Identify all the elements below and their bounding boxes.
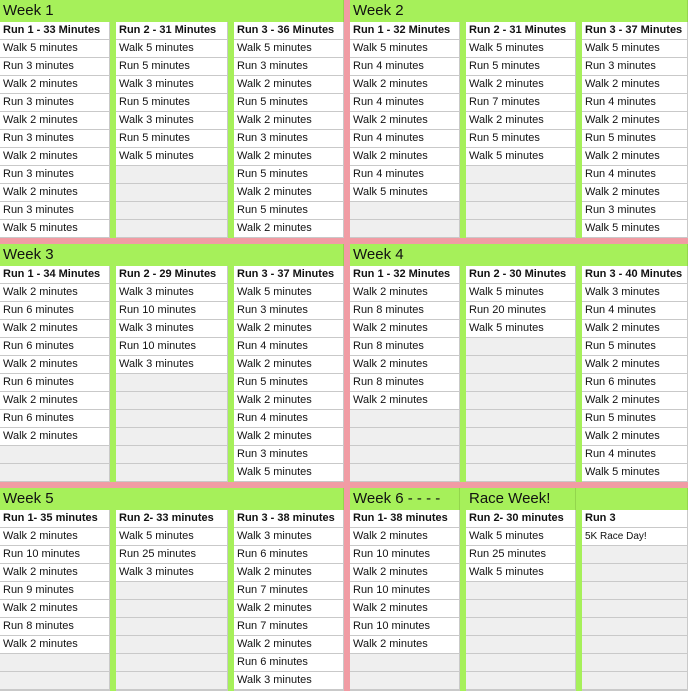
workout-step: Walk 2 minutes <box>582 356 688 374</box>
workout-step: Walk 5 minutes <box>234 284 344 302</box>
workout-step: Walk 2 minutes <box>0 392 110 410</box>
empty-cell <box>350 654 460 672</box>
workout-step: Walk 5 minutes <box>466 564 576 582</box>
empty-cell <box>350 464 460 482</box>
workout-step: Walk 2 minutes <box>234 600 344 618</box>
empty-cell <box>0 446 110 464</box>
workout-step: Walk 2 minutes <box>0 356 110 374</box>
workout-step: Walk 2 minutes <box>350 600 460 618</box>
empty-cell <box>116 410 228 428</box>
week-title: Week 1 <box>0 0 344 22</box>
workout-step: Run 4 minutes <box>234 338 344 356</box>
workout-step: Walk 5 minutes <box>234 464 344 482</box>
workout-step: Walk 5 minutes <box>582 464 688 482</box>
empty-cell <box>582 582 688 600</box>
workout-step: Run 4 minutes <box>582 94 688 112</box>
empty-cell <box>350 428 460 446</box>
workout-step: Walk 2 minutes <box>0 320 110 338</box>
empty-cell <box>116 582 228 600</box>
empty-cell <box>466 464 576 482</box>
workout-step: Run 5 minutes <box>116 58 228 76</box>
workout-step: Run 4 minutes <box>350 130 460 148</box>
empty-cell <box>116 220 228 238</box>
workout-step: Run 25 minutes <box>466 546 576 564</box>
workout-step: Run 3 minutes <box>0 202 110 220</box>
workout-step: Run 3 minutes <box>234 58 344 76</box>
workout-step: Run 10 minutes <box>116 302 228 320</box>
workout-step: Run 6 minutes <box>582 374 688 392</box>
week-title: Week 6 - - - - <box>350 488 460 510</box>
empty-cell <box>350 446 460 464</box>
workout-step: Walk 5 minutes <box>582 40 688 58</box>
empty-cell <box>466 202 576 220</box>
workout-step: Walk 5 minutes <box>0 220 110 238</box>
workout-step: Walk 2 minutes <box>466 112 576 130</box>
empty-cell <box>0 464 110 482</box>
workout-step: Walk 2 minutes <box>234 220 344 238</box>
run-header: Run 3 - 38 minutes <box>234 510 344 528</box>
workout-step: Run 7 minutes <box>234 618 344 636</box>
run-header: Run 2 - 31 Minutes <box>466 22 576 40</box>
workout-step: Walk 2 minutes <box>0 636 110 654</box>
workout-step: Walk 3 minutes <box>116 284 228 302</box>
workout-step: Run 3 minutes <box>234 446 344 464</box>
empty-cell <box>116 672 228 690</box>
workout-step: Run 3 minutes <box>0 58 110 76</box>
workout-step: Run 10 minutes <box>350 546 460 564</box>
empty-cell <box>466 446 576 464</box>
empty-cell <box>466 338 576 356</box>
week-divider <box>344 0 350 238</box>
empty-cell <box>582 600 688 618</box>
workout-step: Walk 2 minutes <box>234 148 344 166</box>
workout-step: Walk 5 minutes <box>116 528 228 546</box>
race-week-title: Race Week! <box>466 488 576 510</box>
workout-step: Run 25 minutes <box>116 546 228 564</box>
run-header: Run 2 - 29 Minutes <box>116 266 228 284</box>
workout-step: Run 8 minutes <box>350 338 460 356</box>
workout-step: Run 4 minutes <box>582 302 688 320</box>
workout-step: Walk 2 minutes <box>582 392 688 410</box>
workout-step: Walk 2 minutes <box>0 564 110 582</box>
workout-step: Run 7 minutes <box>466 94 576 112</box>
workout-step: Walk 2 minutes <box>234 356 344 374</box>
empty-cell <box>466 600 576 618</box>
workout-step: Walk 2 minutes <box>0 428 110 446</box>
workout-step: Run 6 minutes <box>0 302 110 320</box>
workout-step: Walk 5 minutes <box>466 528 576 546</box>
week-title: Week 3 <box>0 244 344 266</box>
empty-cell <box>582 654 688 672</box>
workout-step: Walk 2 minutes <box>234 320 344 338</box>
column-divider <box>110 488 116 691</box>
workout-step: Run 5 minutes <box>116 94 228 112</box>
empty-cell <box>582 636 688 654</box>
empty-cell <box>116 600 228 618</box>
empty-cell <box>350 220 460 238</box>
run-header: Run 3 - 37 Minutes <box>582 22 688 40</box>
workout-step: Walk 2 minutes <box>350 148 460 166</box>
workout-step: Walk 5 minutes <box>466 320 576 338</box>
workout-step: Run 3 minutes <box>0 166 110 184</box>
empty-cell <box>582 618 688 636</box>
workout-step: Run 5 minutes <box>582 130 688 148</box>
workout-step: Run 8 minutes <box>0 618 110 636</box>
column-divider <box>228 488 234 691</box>
workout-step: Walk 2 minutes <box>234 428 344 446</box>
workout-step: Walk 3 minutes <box>116 112 228 130</box>
workout-step: Run 7 minutes <box>234 582 344 600</box>
workout-step: Run 4 minutes <box>350 94 460 112</box>
workout-step: Run 9 minutes <box>0 582 110 600</box>
workout-step: Walk 2 minutes <box>0 600 110 618</box>
week-divider <box>344 244 350 482</box>
workout-step: Walk 5 minutes <box>116 148 228 166</box>
workout-step: Walk 2 minutes <box>234 564 344 582</box>
column-divider <box>460 0 466 238</box>
workout-step: Walk 3 minutes <box>116 356 228 374</box>
empty-cell <box>116 428 228 446</box>
empty-cell <box>350 410 460 428</box>
workout-step: Walk 2 minutes <box>582 76 688 94</box>
workout-step: Run 5 minutes <box>116 130 228 148</box>
empty-cell <box>466 166 576 184</box>
empty-cell <box>582 672 688 690</box>
workout-step: Walk 2 minutes <box>350 392 460 410</box>
run-header: Run 3 - 36 Minutes <box>234 22 344 40</box>
column-divider <box>460 244 466 482</box>
workout-step: Run 4 minutes <box>582 166 688 184</box>
workout-step: Run 10 minutes <box>116 338 228 356</box>
run-header: Run 3 - 37 Minutes <box>234 266 344 284</box>
workout-step: Walk 5 minutes <box>350 184 460 202</box>
workout-step: Walk 2 minutes <box>0 528 110 546</box>
workout-step: Run 3 minutes <box>582 58 688 76</box>
workout-step: Walk 3 minutes <box>116 76 228 94</box>
run-header: Run 2 - 31 Minutes <box>116 22 228 40</box>
workout-step: Run 3 minutes <box>582 202 688 220</box>
workout-step: Run 4 minutes <box>234 410 344 428</box>
column-divider <box>576 244 582 482</box>
workout-step: Run 10 minutes <box>0 546 110 564</box>
workout-step: Walk 5 minutes <box>116 40 228 58</box>
workout-step: Walk 3 minutes <box>234 672 344 690</box>
empty-cell <box>0 654 110 672</box>
empty-cell <box>116 184 228 202</box>
workout-step: Walk 5 minutes <box>466 284 576 302</box>
workout-step: Walk 3 minutes <box>582 284 688 302</box>
workout-step: Walk 5 minutes <box>466 148 576 166</box>
empty-cell <box>466 410 576 428</box>
run-header: Run 1- 38 minutes <box>350 510 460 528</box>
empty-cell <box>116 166 228 184</box>
workout-step: Walk 2 minutes <box>582 320 688 338</box>
empty-cell <box>466 356 576 374</box>
run-header: Run 3 <box>582 510 688 528</box>
week-title: Week 5 <box>0 488 344 510</box>
workout-step: Walk 2 minutes <box>0 284 110 302</box>
workout-step: Run 5 minutes <box>234 166 344 184</box>
workout-step: Walk 2 minutes <box>350 564 460 582</box>
workout-step: Walk 3 minutes <box>116 320 228 338</box>
workout-step: Run 3 minutes <box>0 94 110 112</box>
workout-step: Run 4 minutes <box>350 166 460 184</box>
workout-step: Walk 3 minutes <box>116 564 228 582</box>
workout-step: Run 10 minutes <box>350 618 460 636</box>
workout-step: 5K Race Day! <box>582 528 688 546</box>
empty-cell <box>350 202 460 220</box>
empty-cell <box>466 220 576 238</box>
workout-step: Walk 2 minutes <box>234 184 344 202</box>
workout-step: Walk 2 minutes <box>0 112 110 130</box>
column-divider <box>228 0 234 238</box>
workout-step: Run 3 minutes <box>0 130 110 148</box>
run-header: Run 2 - 30 Minutes <box>466 266 576 284</box>
run-header: Run 1 - 32 Minutes <box>350 22 460 40</box>
workout-step: Run 5 minutes <box>234 374 344 392</box>
week-title-filler <box>582 488 688 510</box>
week-title: Week 4 <box>350 244 688 266</box>
column-divider <box>460 488 466 691</box>
workout-step: Run 6 minutes <box>234 654 344 672</box>
empty-cell <box>0 672 110 690</box>
workout-step: Walk 5 minutes <box>582 220 688 238</box>
workout-step: Walk 2 minutes <box>350 528 460 546</box>
workout-step: Walk 5 minutes <box>466 40 576 58</box>
workout-step: Walk 2 minutes <box>582 148 688 166</box>
workout-step: Run 3 minutes <box>234 130 344 148</box>
workout-step: Walk 3 minutes <box>234 528 344 546</box>
workout-step: Run 4 minutes <box>350 58 460 76</box>
workout-step: Walk 2 minutes <box>582 428 688 446</box>
workout-step: Run 8 minutes <box>350 302 460 320</box>
workout-step: Run 20 minutes <box>466 302 576 320</box>
workout-step: Run 5 minutes <box>582 338 688 356</box>
workout-step: Walk 2 minutes <box>234 112 344 130</box>
workout-step: Run 6 minutes <box>0 410 110 428</box>
workout-step: Walk 5 minutes <box>0 40 110 58</box>
column-divider <box>576 0 582 238</box>
workout-step: Walk 2 minutes <box>350 636 460 654</box>
workout-step: Walk 2 minutes <box>0 184 110 202</box>
run-header: Run 2- 33 minutes <box>116 510 228 528</box>
workout-step: Run 10 minutes <box>350 582 460 600</box>
workout-step: Walk 2 minutes <box>0 76 110 94</box>
workout-step: Run 5 minutes <box>466 130 576 148</box>
empty-cell <box>466 636 576 654</box>
empty-cell <box>466 392 576 410</box>
workout-step: Walk 5 minutes <box>234 40 344 58</box>
workout-step: Walk 2 minutes <box>350 320 460 338</box>
week-row-divider <box>0 238 688 244</box>
workout-step: Run 8 minutes <box>350 374 460 392</box>
workout-step: Run 4 minutes <box>582 446 688 464</box>
workout-step: Walk 2 minutes <box>582 184 688 202</box>
week-divider <box>344 488 350 691</box>
workout-step: Run 5 minutes <box>466 58 576 76</box>
week-row-divider <box>0 482 688 488</box>
empty-cell <box>466 582 576 600</box>
empty-cell <box>466 654 576 672</box>
empty-cell <box>116 654 228 672</box>
empty-cell <box>116 374 228 392</box>
empty-cell <box>116 636 228 654</box>
run-header: Run 1 - 34 Minutes <box>0 266 110 284</box>
empty-cell <box>116 464 228 482</box>
workout-step: Run 6 minutes <box>0 374 110 392</box>
empty-cell <box>466 428 576 446</box>
workout-step: Walk 2 minutes <box>350 76 460 94</box>
column-divider <box>228 244 234 482</box>
workout-step: Walk 2 minutes <box>234 76 344 94</box>
run-header: Run 1 - 32 Minutes <box>350 266 460 284</box>
empty-cell <box>466 672 576 690</box>
workout-step: Walk 2 minutes <box>234 392 344 410</box>
run-header: Run 1- 35 minutes <box>0 510 110 528</box>
workout-step: Walk 5 minutes <box>350 40 460 58</box>
empty-cell <box>116 392 228 410</box>
run-header: Run 3 - 40 Minutes <box>582 266 688 284</box>
column-divider <box>110 244 116 482</box>
empty-cell <box>116 202 228 220</box>
run-header: Run 1 - 33 Minutes <box>0 22 110 40</box>
workout-step: Walk 2 minutes <box>234 636 344 654</box>
workout-step: Run 5 minutes <box>582 410 688 428</box>
workout-step: Walk 2 minutes <box>582 112 688 130</box>
empty-cell <box>350 672 460 690</box>
empty-cell <box>582 564 688 582</box>
workout-step: Walk 2 minutes <box>350 356 460 374</box>
workout-step: Run 6 minutes <box>0 338 110 356</box>
empty-cell <box>582 546 688 564</box>
column-divider <box>110 0 116 238</box>
empty-cell <box>466 618 576 636</box>
workout-step: Run 5 minutes <box>234 94 344 112</box>
empty-cell <box>116 446 228 464</box>
workout-step: Walk 2 minutes <box>350 284 460 302</box>
empty-cell <box>466 374 576 392</box>
workout-step: Run 3 minutes <box>234 302 344 320</box>
empty-cell <box>116 618 228 636</box>
run-header: Run 2- 30 minutes <box>466 510 576 528</box>
workout-step: Walk 2 minutes <box>466 76 576 94</box>
week-title: Week 2 <box>350 0 688 22</box>
workout-step: Walk 2 minutes <box>0 148 110 166</box>
column-divider <box>576 488 582 691</box>
workout-step: Run 6 minutes <box>234 546 344 564</box>
empty-cell <box>466 184 576 202</box>
workout-step: Walk 2 minutes <box>350 112 460 130</box>
workout-step: Run 5 minutes <box>234 202 344 220</box>
